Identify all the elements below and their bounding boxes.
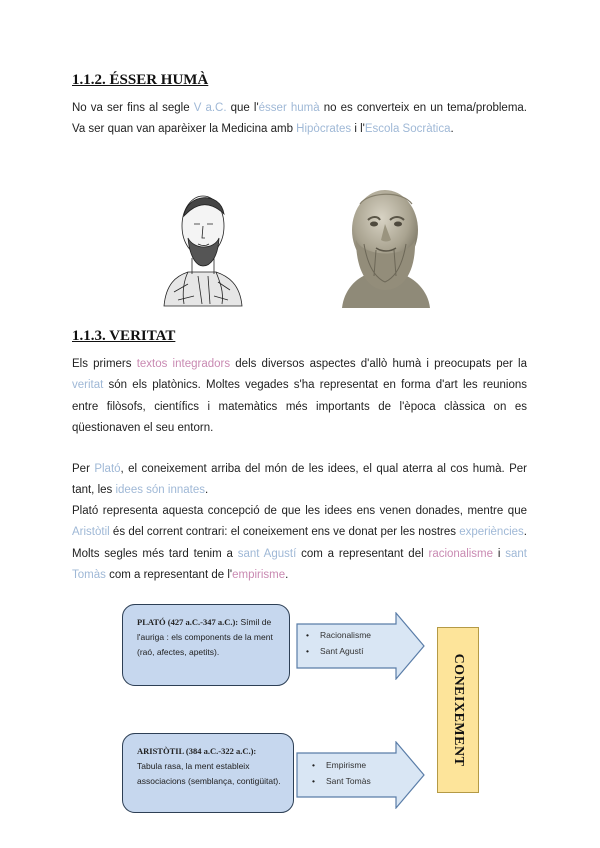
paragraph-text: no es converteix en un tema/problema. Va ser quan van aparèixer la Medicina amb	[72, 102, 527, 136]
socrates-bust-image	[338, 178, 432, 308]
paragraph-text: dels diversos aspectes d'allò humà i preocupats per la	[230, 358, 527, 370]
plato-box-body: Símil de l'auriga : els components de la ment (raó, afectes, apetits).	[137, 617, 273, 657]
hippocrates-bust-image	[158, 180, 246, 308]
plato-arrow-item: • Racionalisme	[306, 627, 371, 643]
highlighted-term: textos integradors	[136, 358, 231, 370]
plato-box-lead: PLATÓ (427 a.C.-347 a.C.):	[137, 617, 239, 627]
plato-arrow-list	[306, 627, 371, 659]
paragraph-text: Plató representa aquesta concepció de que les idees ens venen donades, mentre que	[72, 505, 527, 517]
highlighted-term: sant Agustí	[237, 547, 297, 560]
paragraph-text: i	[493, 547, 506, 560]
aristotle-box-body: Tabula rasa, la ment estableix associacions (semblança, contigüitat).	[137, 761, 281, 786]
highlighted-term: experiències	[459, 526, 524, 539]
paragraph-text: No va ser fins al segle	[72, 102, 194, 114]
paragraph-veritat-1	[72, 354, 527, 439]
paragraph-text: Per	[72, 463, 95, 475]
paragraph-text: . Molts segles més tard tenim a	[72, 526, 527, 560]
paragraph-text: que l'	[226, 102, 259, 114]
paragraph-text: Els primers	[72, 358, 137, 370]
highlighted-term: Hipòcrates	[296, 123, 352, 136]
aristotle-arrow-item: • Sant Tomàs	[312, 773, 371, 789]
paragraph-veritat-2	[72, 459, 527, 502]
paragraph-text: .	[285, 568, 289, 581]
paragraph-text: .	[204, 484, 209, 497]
highlighted-term: sant Tomàs	[72, 547, 528, 581]
paragraph-text: com a representant de l'	[105, 568, 233, 581]
highlighted-term: empirisme	[232, 568, 286, 581]
highlighted-term: Aristòtil	[72, 526, 110, 539]
coneixement-label: CONEIXEMENT	[451, 653, 466, 767]
heading-veritat: 1.1.3. VERITAT	[72, 328, 176, 344]
highlighted-term: ésser humà	[258, 102, 320, 114]
highlighted-term: veritat	[72, 379, 104, 392]
paragraph-text: , el coneixement arriba del món de les idees, el qual aterra al cos humà. Per tant, les	[72, 463, 528, 497]
highlighted-term: Plató	[94, 463, 121, 475]
aristotle-box-lead: ARISTÒTIL (384 a.C.-322 a.C.):	[137, 746, 257, 756]
plato-box	[122, 604, 290, 686]
aristotle-arrow-list	[312, 757, 371, 789]
paragraph-text: és del corrent contrari: el coneixement ens ve donat per les nostres	[109, 526, 460, 539]
paragraph-text: com a representant del	[296, 547, 429, 560]
paragraph-esser-huma	[72, 98, 527, 141]
highlighted-term: Escola Socràtica	[364, 123, 451, 136]
paragraph-veritat-3	[72, 501, 527, 586]
highlighted-term: racionalisme	[428, 547, 494, 560]
paragraph-text: i l'	[351, 123, 365, 136]
paragraph-text: .	[450, 123, 454, 136]
highlighted-term: V a.C.	[193, 102, 227, 114]
paragraph-text: són els platònics. Moltes vegades s'ha representat en forma d'art les reunions entre filòsofs, científics i matemàtics més importants de l'època clàssica on es qüestionaven el seu entorn.	[72, 379, 527, 434]
aristotle-arrow-item: • Empirisme	[312, 757, 371, 773]
coneixement-box	[437, 627, 479, 793]
aristotle-box	[122, 733, 294, 813]
heading-esser-huma: 1.1.2. ÉSSER HUMÀ	[72, 72, 209, 88]
plato-arrow-item: • Sant Agustí	[306, 643, 371, 659]
highlighted-term: idees són innates	[115, 484, 205, 497]
